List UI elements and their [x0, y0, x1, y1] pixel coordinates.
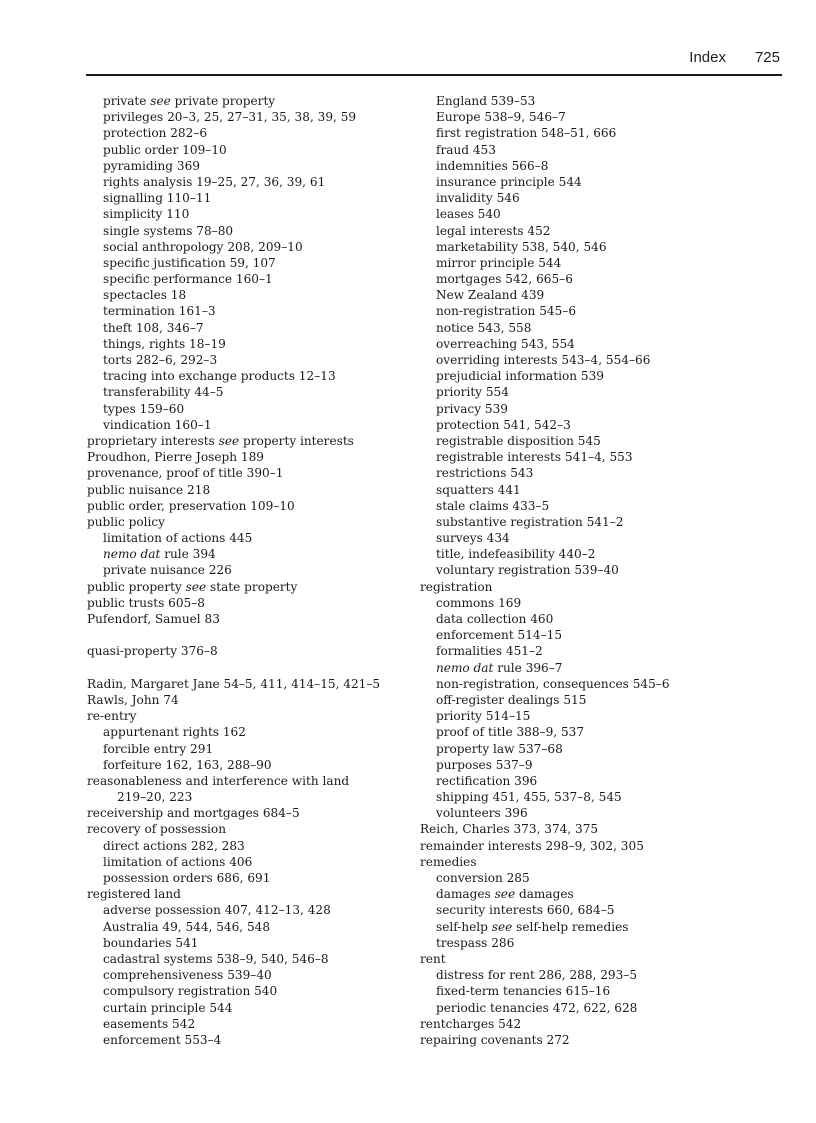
index-text: conversion 285 — [436, 871, 530, 885]
index-text: public trusts 605–8 — [87, 595, 205, 610]
index-subentry — [420, 303, 800, 319]
index-subentry — [420, 789, 800, 805]
index-text: off-register dealings 515 — [436, 692, 587, 707]
index-text: private property — [170, 94, 276, 108]
index-text: recovery of possession — [87, 822, 226, 837]
index-subentry — [420, 773, 800, 789]
index-subentry — [420, 562, 800, 578]
index-text: rent — [420, 951, 446, 966]
index-text: public nuisance 218 — [87, 482, 211, 497]
index-text: appurtenant rights 162 — [103, 725, 246, 740]
index-text: private — [103, 94, 151, 108]
index-text: remainder interests 298–9, 302, 305 — [420, 838, 644, 853]
index-subentry — [420, 174, 800, 190]
index-text: proprietary interests — [87, 433, 219, 448]
index-subentry — [87, 1000, 467, 1016]
index-text: rights analysis 19–25, 27, 36, 39, 61 — [103, 174, 326, 189]
index-text: surveys 434 — [436, 531, 510, 546]
index-italic-text: see — [218, 433, 240, 448]
index-text: commons 169 — [436, 595, 522, 610]
index-text: voluntary registration 539–40 — [436, 563, 619, 578]
index-text: forcible entry 291 — [103, 741, 214, 756]
index-subentry — [420, 611, 800, 627]
index-text: signalling 110–11 — [103, 191, 212, 206]
index-subentry — [420, 93, 800, 109]
index-text: public order 109–10 — [103, 142, 227, 157]
index-subentry — [420, 271, 800, 287]
index-subentry — [87, 206, 467, 222]
index-subentry — [87, 158, 467, 174]
index-text: protection 282–6 — [103, 126, 208, 141]
index-subentry — [87, 967, 467, 983]
index-text: torts 282–6, 292–3 — [103, 353, 218, 367]
index-text: property law 537–68 — [436, 741, 563, 756]
index-subentry — [420, 805, 800, 821]
index-subentry — [420, 158, 800, 174]
index-heading — [420, 1032, 800, 1048]
index-text: remedies — [420, 854, 477, 869]
index-text: mirror principle 544 — [436, 255, 562, 270]
index-text: property interests — [239, 433, 354, 448]
index-text: fixed-term tenancies 615–16 — [436, 984, 611, 999]
index-text: pyramiding 369 — [103, 158, 200, 173]
index-column-right — [420, 93, 800, 1048]
index-subentry — [87, 271, 467, 287]
index-subentry — [420, 384, 800, 400]
index-subentry — [420, 514, 800, 530]
index-italic-text: nemo dat — [103, 547, 161, 562]
index-text: adverse possession 407, 412–13, 428 — [103, 903, 331, 918]
index-text: marketability 538, 540, 546 — [436, 239, 607, 254]
index-heading — [87, 886, 467, 902]
index-italic-text: nemo dat — [436, 660, 494, 675]
index-spacer — [87, 660, 467, 676]
index-heading — [87, 643, 467, 659]
index-subentry — [87, 223, 467, 239]
index-subentry — [87, 174, 467, 190]
index-text: compulsory registration 540 — [103, 984, 278, 999]
index-text: rule 396–7 — [493, 660, 563, 675]
index-continuation — [87, 789, 467, 805]
index-subentry — [87, 125, 467, 141]
index-subentry — [420, 190, 800, 206]
index-text: theft 108, 346–7 — [103, 320, 204, 335]
index-subentry — [420, 368, 800, 384]
index-subentry — [87, 336, 467, 352]
index-heading — [87, 611, 467, 627]
index-text: priority 514–15 — [436, 709, 531, 724]
index-subentry — [87, 983, 467, 999]
index-heading — [87, 821, 467, 837]
index-subentry — [420, 886, 800, 902]
index-text: leases 540 — [436, 207, 501, 222]
index-spacer — [87, 627, 467, 643]
index-text: overriding interests 543–4, 554–66 — [436, 353, 651, 367]
running-header-title: Index — [689, 49, 726, 66]
index-subentry — [420, 287, 800, 303]
index-subentry — [420, 919, 800, 935]
index-subentry — [87, 417, 467, 433]
index-text: England 539–53 — [436, 94, 536, 108]
index-text: Pufendorf, Samuel 83 — [87, 612, 220, 626]
index-text: vindication 160–1 — [103, 417, 212, 432]
running-header — [86, 44, 782, 76]
index-subentry — [87, 1032, 467, 1048]
index-text: periodic tenancies 472, 622, 628 — [436, 1000, 638, 1015]
index-text: squatters 441 — [436, 482, 521, 497]
index-text: Rawls, John 74 — [87, 692, 179, 707]
index-subentry — [87, 320, 467, 336]
index-subentry — [420, 498, 800, 514]
index-text: non-registration, consequences 545–6 — [436, 676, 670, 691]
index-subentry — [420, 320, 800, 336]
index-text: transferability 44–5 — [103, 385, 224, 400]
index-subentry — [87, 562, 467, 578]
index-subentry — [420, 352, 800, 368]
index-subentry — [420, 482, 800, 498]
index-text: prejudicial information 539 — [436, 369, 604, 384]
index-subentry — [420, 433, 800, 449]
index-italic-text: see — [494, 887, 516, 902]
index-text: provenance, proof of title 390–1 — [87, 466, 284, 481]
index-heading — [87, 498, 467, 514]
index-subentry — [87, 546, 467, 562]
index-heading — [420, 951, 800, 967]
index-text: rule 394 — [160, 547, 216, 562]
index-italic-text: see — [150, 94, 171, 108]
index-subentry — [420, 417, 800, 433]
index-text: New Zealand 439 — [436, 288, 545, 303]
index-subentry — [420, 336, 800, 352]
index-subentry — [87, 741, 467, 757]
index-text: legal interests 452 — [436, 223, 551, 238]
index-text: social anthropology 208, 209–10 — [103, 239, 303, 254]
index-subentry — [420, 935, 800, 951]
index-heading — [87, 514, 467, 530]
index-subentry — [87, 902, 467, 918]
index-text: registrable interests 541–4, 553 — [436, 450, 633, 465]
index-subentry — [87, 352, 467, 368]
index-heading — [87, 773, 467, 789]
index-text: self-help — [436, 919, 492, 934]
index-text: damages — [436, 887, 495, 902]
index-text: volunteers 396 — [436, 806, 528, 821]
index-subentry — [87, 93, 467, 109]
index-text: Proudhon, Pierre Joseph 189 — [87, 450, 264, 465]
index-subentry — [420, 449, 800, 465]
index-heading — [87, 692, 467, 708]
index-subentry — [420, 870, 800, 886]
index-text: first registration 548–51, 666 — [436, 126, 617, 141]
index-text: purposes 537–9 — [436, 757, 533, 772]
index-text: insurance principle 544 — [436, 174, 582, 189]
index-text: indemnities 566–8 — [436, 158, 549, 173]
index-text: protection 541, 542–3 — [436, 417, 571, 432]
index-subentry — [87, 368, 467, 384]
index-text: possession orders 686, 691 — [103, 871, 271, 885]
index-subentry — [420, 627, 800, 643]
index-text: forfeiture 162, 163, 288–90 — [103, 757, 272, 772]
index-text: termination 161–3 — [103, 304, 216, 319]
index-subentry — [420, 660, 800, 676]
index-subentry — [87, 854, 467, 870]
index-heading — [420, 821, 800, 837]
index-subentry — [87, 239, 467, 255]
index-text: repairing covenants 272 — [420, 1032, 570, 1047]
index-heading — [87, 579, 467, 595]
index-subentry — [420, 595, 800, 611]
index-text: distress for rent 286, 288, 293–5 — [436, 968, 638, 983]
index-heading — [87, 433, 467, 449]
index-text: re-entry — [87, 709, 137, 724]
index-heading — [420, 854, 800, 870]
index-text: limitation of actions 406 — [103, 854, 253, 869]
index-subentry — [420, 1000, 800, 1016]
index-subentry — [87, 724, 467, 740]
index-text: curtain principle 544 — [103, 1000, 233, 1015]
index-subentry — [420, 902, 800, 918]
index-subentry — [87, 530, 467, 546]
index-column-left — [87, 93, 467, 1048]
index-text: title, indefeasibility 440–2 — [436, 547, 596, 562]
index-text: invalidity 546 — [436, 191, 520, 206]
index-heading — [420, 838, 800, 854]
index-text: overreaching 543, 554 — [436, 336, 575, 351]
index-heading — [87, 708, 467, 724]
index-text: public policy — [87, 514, 165, 529]
index-text: public property — [87, 579, 186, 594]
index-text: registered land — [87, 887, 181, 902]
index-italic-text: see — [491, 919, 513, 934]
index-text: state property — [206, 579, 298, 594]
index-text: easements 542 — [103, 1016, 196, 1031]
index-text: security interests 660, 684–5 — [436, 903, 615, 918]
index-text: trespass 286 — [436, 935, 515, 950]
index-text: tracing into exchange products 12–13 — [103, 369, 336, 384]
index-text: rentcharges 542 — [420, 1016, 522, 1031]
index-subentry — [87, 401, 467, 417]
index-subentry — [420, 465, 800, 481]
index-text: things, rights 18–19 — [103, 336, 226, 351]
index-text: registration — [420, 579, 493, 594]
index-subentry — [420, 546, 800, 562]
index-text: self-help remedies — [512, 919, 629, 934]
index-text: Radin, Margaret Jane 54–5, 411, 414–15, 421–5 — [87, 676, 381, 691]
index-text: reasonableness and interference with land — [87, 773, 350, 788]
index-subentry — [420, 223, 800, 239]
index-subentry — [420, 692, 800, 708]
index-text: comprehensiveness 539–40 — [103, 968, 272, 983]
index-text: Reich, Charles 373, 374, 375 — [420, 822, 599, 837]
index-subentry — [420, 741, 800, 757]
index-text: privacy 539 — [436, 401, 508, 416]
index-subentry — [420, 757, 800, 773]
index-text: rectification 396 — [436, 773, 538, 788]
index-text: registrable disposition 545 — [436, 433, 601, 448]
index-subentry — [87, 287, 467, 303]
index-text: fraud 453 — [436, 142, 496, 157]
index-text: Europe 538–9, 546–7 — [436, 110, 566, 125]
index-subentry — [87, 838, 467, 854]
index-subentry — [87, 919, 467, 935]
index-text: cadastral systems 538–9, 540, 546–8 — [103, 951, 329, 966]
index-text: boundaries 541 — [103, 935, 199, 950]
index-text: public order, preservation 109–10 — [87, 498, 295, 513]
index-text: specific justification 59, 107 — [103, 255, 276, 270]
index-text: types 159–60 — [103, 401, 185, 416]
index-text: enforcement 514–15 — [436, 628, 563, 643]
index-subentry — [87, 757, 467, 773]
index-subentry — [420, 142, 800, 158]
index-text: non-registration 545–6 — [436, 304, 577, 319]
index-subentry — [420, 239, 800, 255]
index-text: specific performance 160–1 — [103, 272, 273, 287]
page-number: 725 — [754, 49, 780, 66]
index-subentry — [87, 935, 467, 951]
index-subentry — [420, 676, 800, 692]
index-heading — [87, 805, 467, 821]
index-text: single systems 78–80 — [103, 223, 234, 238]
index-heading — [87, 595, 467, 611]
index-text: spectacles 18 — [103, 288, 187, 303]
index-subentry — [420, 109, 800, 125]
index-text: damages — [515, 887, 574, 902]
index-subentry — [87, 303, 467, 319]
index-subentry — [420, 255, 800, 271]
index-text: enforcement 553–4 — [103, 1032, 222, 1047]
index-subentry — [420, 724, 800, 740]
index-subentry — [420, 967, 800, 983]
index-subentry — [420, 983, 800, 999]
index-subentry — [87, 142, 467, 158]
index-italic-text: see — [185, 579, 207, 594]
index-heading — [87, 482, 467, 498]
index-text: simplicity 110 — [103, 207, 190, 222]
index-text: data collection 460 — [436, 612, 554, 626]
index-subentry — [420, 125, 800, 141]
index-subentry — [420, 708, 800, 724]
index-text: stale claims 433–5 — [436, 498, 550, 513]
index-heading — [420, 579, 800, 595]
index-text: substantive registration 541–2 — [436, 514, 624, 529]
index-text: direct actions 282, 283 — [103, 838, 245, 853]
index-text: mortgages 542, 665–6 — [436, 272, 573, 287]
index-text: private nuisance 226 — [103, 563, 232, 578]
index-subentry — [420, 530, 800, 546]
index-text: notice 543, 558 — [436, 320, 532, 335]
index-subentry — [87, 384, 467, 400]
index-text: proof of title 388–9, 537 — [436, 725, 585, 740]
index-text: privileges 20–3, 25, 27–31, 35, 38, 39, 59 — [103, 110, 357, 125]
index-subentry — [87, 109, 467, 125]
index-heading — [87, 465, 467, 481]
index-text: Australia 49, 544, 546, 548 — [103, 919, 271, 934]
index-heading — [87, 449, 467, 465]
index-heading — [420, 1016, 800, 1032]
index-subentry — [420, 643, 800, 659]
index-text: limitation of actions 445 — [103, 531, 253, 546]
index-text: restrictions 543 — [436, 466, 534, 481]
index-subentry — [87, 255, 467, 271]
index-subentry — [87, 870, 467, 886]
index-subentry — [87, 1016, 467, 1032]
index-subentry — [420, 401, 800, 417]
index-subentry — [87, 190, 467, 206]
index-subentry — [420, 206, 800, 222]
index-subentry — [87, 951, 467, 967]
index-text: shipping 451, 455, 537–8, 545 — [436, 790, 622, 805]
index-text: receivership and mortgages 684–5 — [87, 806, 300, 821]
index-text: priority 554 — [436, 385, 509, 400]
index-text: 219–20, 223 — [117, 790, 193, 805]
index-text: quasi-property 376–8 — [87, 644, 218, 659]
index-text: formalities 451–2 — [436, 644, 543, 659]
index-heading — [87, 676, 467, 692]
